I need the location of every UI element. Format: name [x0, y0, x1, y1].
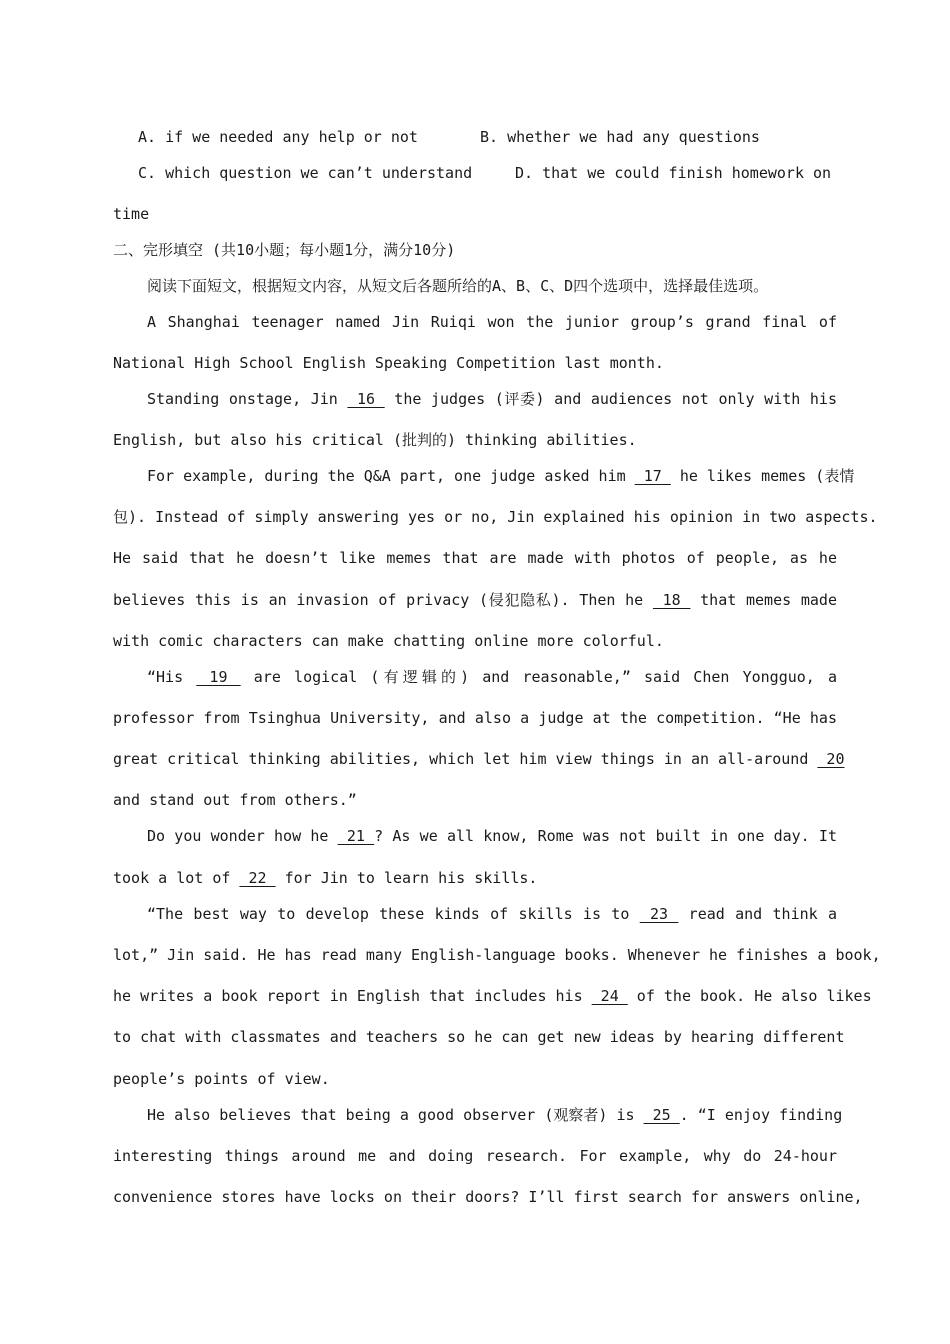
passage-line [113, 868, 837, 888]
passage-text: he likes memes (表情 [670, 467, 855, 485]
passage-line: He said that he doesn’t like memes that are made with photos of people, as he [113, 549, 837, 567]
passage-line: interesting things around me and doing research. For example, why do 24-hour [113, 1147, 837, 1165]
passage-line: to chat with classmates and teachers so he can get new ideas by hearing different [113, 1028, 845, 1046]
blank-23: 23 [639, 905, 679, 923]
passage-line [113, 590, 837, 610]
passage-line [147, 466, 855, 486]
option-d-continuation: time [113, 205, 150, 223]
passage-text: he writes a book report in English that includes his [113, 987, 592, 1005]
passage-text: “His [147, 668, 197, 686]
passage-line: lot,” Jin said. He has read many English-language books. Whenever he finishes a book, [113, 946, 881, 964]
passage-text: are logical (有逻辑的) and reasonable,” said Chen Yongguo, a [240, 668, 837, 686]
section-heading: 二、完形填空 (共10小题；每小题1分，满分10分) [113, 241, 456, 259]
passage-text: great critical thinking abilities, which let him view things in an all-around [113, 750, 818, 768]
passage-text: Standing onstage, Jin [147, 390, 348, 408]
passage-line [147, 826, 837, 846]
passage-text: believes this is an invasion of privacy (侵犯隐私). Then he [113, 591, 653, 609]
passage-line: professor from Tsinghua University, and also a judge at the competition. “He has [113, 709, 837, 727]
passage-text: For example, during the Q&A part, one judge asked him [147, 467, 635, 485]
blank-24: 24 [591, 987, 628, 1005]
passage-text: of the book. He also likes [627, 987, 872, 1005]
passage-text: “The best way to develop these kinds of skills is to [147, 905, 640, 923]
blank-19: 19 [196, 668, 241, 686]
passage-text: for Jin to learn his skills. [275, 869, 538, 887]
passage-text: read and think a [678, 905, 838, 923]
blank-22: 22 [239, 869, 276, 887]
blank-20: 20 [817, 750, 845, 768]
passage-text: He also believes that being a good observer (观察者) is [147, 1106, 644, 1124]
passage-line: convenience stores have locks on their doors? I’ll first search for answers online, [113, 1188, 863, 1206]
passage-text: . “I enjoy finding [679, 1106, 843, 1124]
passage-line: A Shanghai teenager named Jin Ruiqi won the junior group’s grand final of [147, 313, 837, 331]
blank-17: 17 [634, 467, 671, 485]
blank-25: 25 [643, 1106, 680, 1124]
blank-18: 18 [652, 591, 691, 609]
option-b: B. whether we had any questions [480, 128, 760, 146]
passage-line [113, 749, 845, 769]
passage-line [147, 389, 837, 409]
passage-line: 包). Instead of simply answering yes or no, Jin explained his opinion in two aspects. [113, 508, 878, 526]
option-a: A. if we needed any help or not [138, 128, 418, 146]
section-instruction: 阅读下面短文，根据短文内容，从短文后各题所给的A、B、C、D四个选项中，选择最佳选项。 [147, 277, 769, 295]
passage-line: with comic characters can make chatting online more colorful. [113, 632, 664, 650]
option-d: D. that we could finish homework on [515, 164, 832, 182]
passage-text: Do you wonder how he [147, 827, 338, 845]
passage-text: ? As we all know, Rome was not built in one day. It [374, 827, 837, 845]
passage-text: took a lot of [113, 869, 240, 887]
blank-21: 21 [337, 827, 375, 845]
passage-text: that memes made [690, 591, 837, 609]
passage-line: English, but also his critical (批判的) thinking abilities. [113, 431, 637, 449]
passage-text: the judges (评委) and audiences not only with his [384, 390, 837, 408]
passage-line [147, 667, 837, 687]
passage-line: National High School English Speaking Competition last month. [113, 354, 664, 372]
passage-line: and stand out from others.” [113, 791, 357, 809]
passage-line: people’s points of view. [113, 1070, 330, 1088]
passage-line [147, 904, 837, 924]
blank-16: 16 [347, 390, 385, 408]
passage-line [113, 986, 872, 1006]
passage-line [147, 1105, 843, 1125]
option-c: C. which question we can’t understand [138, 164, 473, 182]
